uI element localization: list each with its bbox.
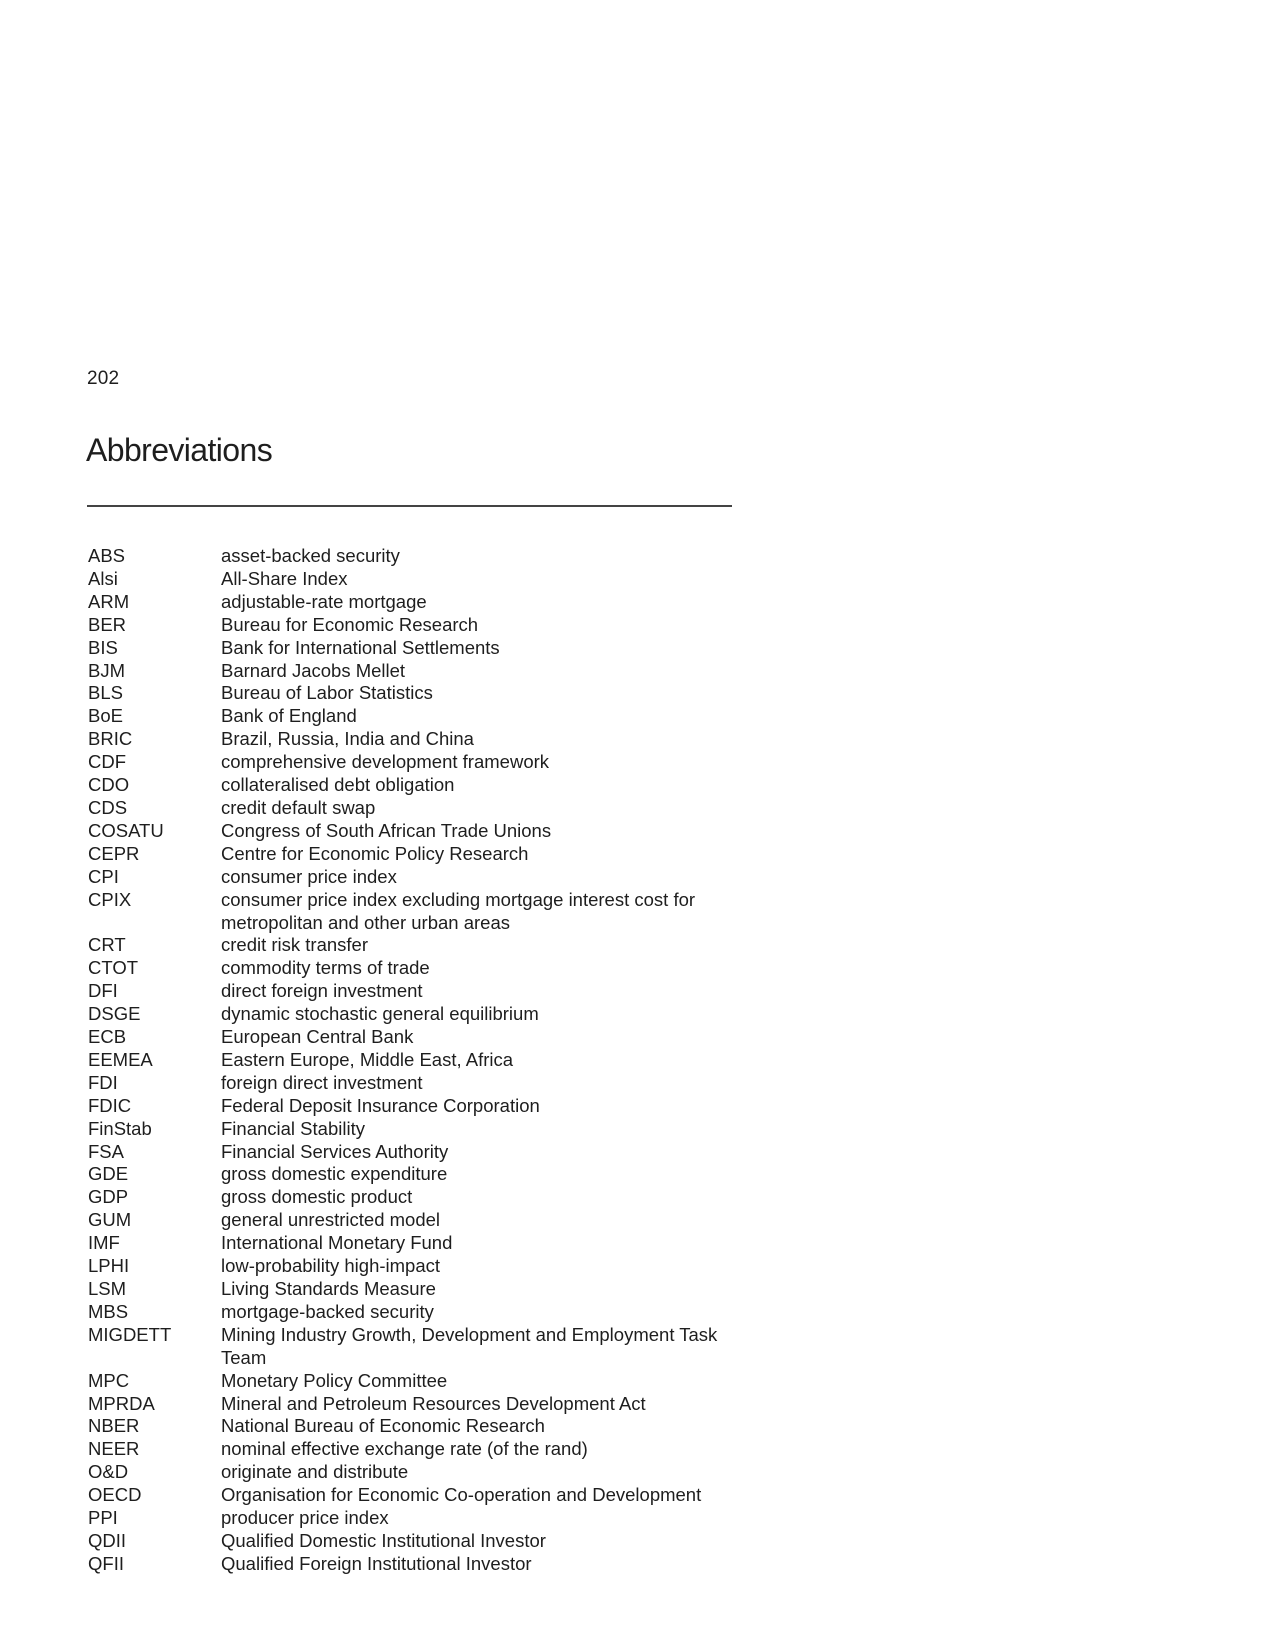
abbreviation-term: NEER: [88, 1438, 140, 1460]
abbreviation-definition: collateralised debt obligation: [221, 774, 455, 796]
abbreviation-row: [88, 1163, 748, 1186]
abbreviation-term: LPHI: [88, 1255, 130, 1277]
abbreviation-definition: adjustable-rate mortgage: [221, 590, 427, 612]
abbreviation-definition: Qualified Domestic Institutional Investor: [221, 1529, 546, 1551]
abbreviation-definition: Federal Deposit Insurance Corporation: [221, 1094, 540, 1116]
page-number: 202: [87, 368, 120, 389]
abbreviation-term: OECD: [88, 1484, 142, 1506]
abbreviation-definition: European Central Bank: [221, 1026, 414, 1048]
abbreviation-row: [88, 682, 748, 705]
abbreviation-row: [88, 545, 748, 568]
abbreviation-term: BoE: [88, 705, 123, 727]
abbreviation-row: [88, 1393, 748, 1416]
abbreviation-row: [88, 1209, 748, 1232]
abbreviation-term: PPI: [88, 1507, 118, 1529]
abbreviation-definition: Mineral and Petroleum Resources Development Act: [221, 1392, 646, 1414]
abbreviation-definition: Brazil, Russia, India and China: [221, 728, 474, 750]
abbreviation-row: [88, 1370, 748, 1393]
abbreviation-definition: dynamic stochastic general equilibrium: [221, 1003, 539, 1025]
abbreviation-row: [88, 797, 748, 820]
abbreviation-definition: low-probability high-impact: [221, 1255, 441, 1277]
abbreviation-row: [88, 1461, 748, 1484]
abbreviation-definition: Financial Stability: [221, 1117, 365, 1139]
abbreviation-term: COSATU: [88, 819, 164, 841]
abbreviation-term: GDP: [88, 1186, 129, 1208]
abbreviation-definition: Centre for Economic Policy Research: [221, 842, 529, 864]
abbreviation-term: CDS: [88, 796, 128, 818]
abbreviation-definition: originate and distribute: [221, 1461, 409, 1483]
abbreviation-definition: credit default swap: [221, 796, 376, 818]
abbreviation-term: FDI: [88, 1071, 118, 1093]
abbreviation-term: Alsi: [88, 567, 118, 589]
abbreviation-row: [88, 1186, 748, 1209]
abbreviation-row: [88, 591, 748, 614]
abbreviation-definition: Monetary Policy Committee: [221, 1369, 448, 1391]
abbreviation-term: QDII: [88, 1529, 127, 1551]
abbreviation-row: [88, 1003, 748, 1026]
abbreviation-row: [88, 980, 748, 1003]
abbreviation-row: [88, 889, 748, 935]
abbreviation-row: [88, 843, 748, 866]
abbreviation-definition: Mining Industry Growth, Development and Employment Task Team: [221, 1323, 718, 1368]
abbreviation-definition: comprehensive development framework: [221, 751, 550, 773]
abbreviation-row: [88, 614, 748, 637]
abbreviation-row: [88, 774, 748, 797]
abbreviation-term: CTOT: [88, 957, 139, 979]
abbreviation-row: [88, 1530, 748, 1553]
abbreviation-row: [88, 934, 748, 957]
abbreviation-term: FDIC: [88, 1094, 132, 1116]
abbreviation-row: [88, 660, 748, 683]
abbreviation-term: CPIX: [88, 888, 132, 910]
abbreviation-term: DSGE: [88, 1003, 141, 1025]
abbreviation-term: IMF: [88, 1232, 120, 1254]
abbreviation-definition: foreign direct investment: [221, 1071, 423, 1093]
abbreviation-row: [88, 1232, 748, 1255]
abbreviation-definition: direct foreign investment: [221, 980, 423, 1002]
abbreviation-row: [88, 568, 748, 591]
page-title: Abbreviations: [86, 432, 273, 468]
abbreviation-term: MPC: [88, 1369, 130, 1391]
abbreviation-term: CDO: [88, 774, 130, 796]
abbreviation-term: BIS: [88, 636, 118, 658]
abbreviation-row: [88, 1026, 748, 1049]
abbreviation-row: [88, 1049, 748, 1072]
abbreviation-list: [88, 545, 748, 1576]
abbreviation-definition: Congress of South African Trade Unions: [221, 819, 552, 841]
abbreviation-term: BJM: [88, 659, 125, 681]
abbreviation-row: [88, 751, 748, 774]
abbreviation-definition: credit risk transfer: [221, 934, 369, 956]
abbreviation-definition: All-Share Index: [221, 567, 348, 589]
abbreviation-term: MPRDA: [88, 1392, 155, 1414]
abbreviation-row: [88, 705, 748, 728]
abbreviation-definition: consumer price index excluding mortgage interest cost for metropolitan and other urban areas: [221, 888, 696, 933]
abbreviation-definition: Financial Services Authority: [221, 1140, 449, 1162]
abbreviation-term: O&D: [88, 1461, 129, 1483]
abbreviation-row: [88, 1553, 748, 1576]
abbreviation-row: [88, 1118, 748, 1141]
abbreviation-term: MBS: [88, 1300, 129, 1322]
abbreviation-definition: International Monetary Fund: [221, 1232, 453, 1254]
abbreviation-definition: asset-backed security: [221, 545, 400, 566]
abbreviation-term: GUM: [88, 1209, 132, 1231]
abbreviation-term: BER: [88, 613, 127, 635]
abbreviation-term: MIGDETT: [88, 1323, 172, 1345]
abbreviation-row: [88, 1141, 748, 1164]
abbreviation-row: [88, 1507, 748, 1530]
abbreviation-definition: nominal effective exchange rate (of the rand): [221, 1438, 588, 1460]
abbreviation-row: [88, 866, 748, 889]
abbreviation-term: QFII: [88, 1552, 124, 1574]
abbreviation-row: [88, 637, 748, 660]
abbreviation-row: [88, 957, 748, 980]
abbreviation-row: [88, 1278, 748, 1301]
abbreviation-definition: general unrestricted model: [221, 1209, 441, 1231]
abbreviation-definition: gross domestic expenditure: [221, 1163, 448, 1185]
abbreviation-definition: commodity terms of trade: [221, 957, 430, 979]
abbreviation-definition: gross domestic product: [221, 1186, 413, 1208]
abbreviation-row: [88, 1301, 748, 1324]
abbreviation-term: CEPR: [88, 842, 140, 864]
abbreviation-definition: Organisation for Economic Co-operation and Development: [221, 1484, 702, 1506]
abbreviation-definition: consumer price index: [221, 865, 397, 887]
abbreviation-row: [88, 1072, 748, 1095]
abbreviation-term: CPI: [88, 865, 119, 887]
abbreviation-term: NBER: [88, 1415, 140, 1437]
abbreviation-term: EEMEA: [88, 1048, 153, 1070]
abbreviation-term: GDE: [88, 1163, 129, 1185]
abbreviation-row: [88, 1484, 748, 1507]
abbreviation-term: CDF: [88, 751, 127, 773]
abbreviation-term: ECB: [88, 1026, 127, 1048]
abbreviation-term: BRIC: [88, 728, 133, 750]
abbreviation-definition: Living Standards Measure: [221, 1278, 436, 1299]
abbreviation-term: CRT: [88, 934, 126, 956]
abbreviation-definition: mortgage-backed security: [221, 1300, 434, 1322]
abbreviation-term: FSA: [88, 1140, 124, 1162]
abbreviation-definition: Barnard Jacobs Mellet: [221, 659, 406, 681]
abbreviation-definition: Bank for International Settlements: [221, 636, 500, 658]
abbreviation-definition: National Bureau of Economic Research: [221, 1415, 545, 1437]
abbreviation-row: [88, 1324, 748, 1370]
abbreviation-term: DFI: [88, 980, 118, 1002]
abbreviation-row: [88, 1095, 748, 1118]
abbreviation-row: [88, 1415, 748, 1438]
abbreviation-row: [88, 728, 748, 751]
title-divider: [87, 505, 732, 507]
abbreviation-term: LSM: [88, 1278, 127, 1299]
abbreviation-definition: Bureau of Labor Statistics: [221, 682, 433, 704]
abbreviation-definition: Bank of England: [221, 705, 357, 727]
abbreviation-row: [88, 1438, 748, 1461]
abbreviation-term: ARM: [88, 590, 130, 612]
abbreviation-definition: Eastern Europe, Middle East, Africa: [221, 1048, 514, 1070]
abbreviation-term: BLS: [88, 682, 123, 704]
abbreviation-definition: Qualified Foreign Institutional Investor: [221, 1552, 532, 1574]
abbreviation-definition: Bureau for Economic Research: [221, 613, 479, 635]
abbreviation-term: FinStab: [88, 1117, 152, 1139]
abbreviation-row: [88, 1255, 748, 1278]
abbreviation-term: ABS: [88, 545, 126, 566]
abbreviation-definition: producer price index: [221, 1507, 389, 1529]
abbreviation-row: [88, 820, 748, 843]
